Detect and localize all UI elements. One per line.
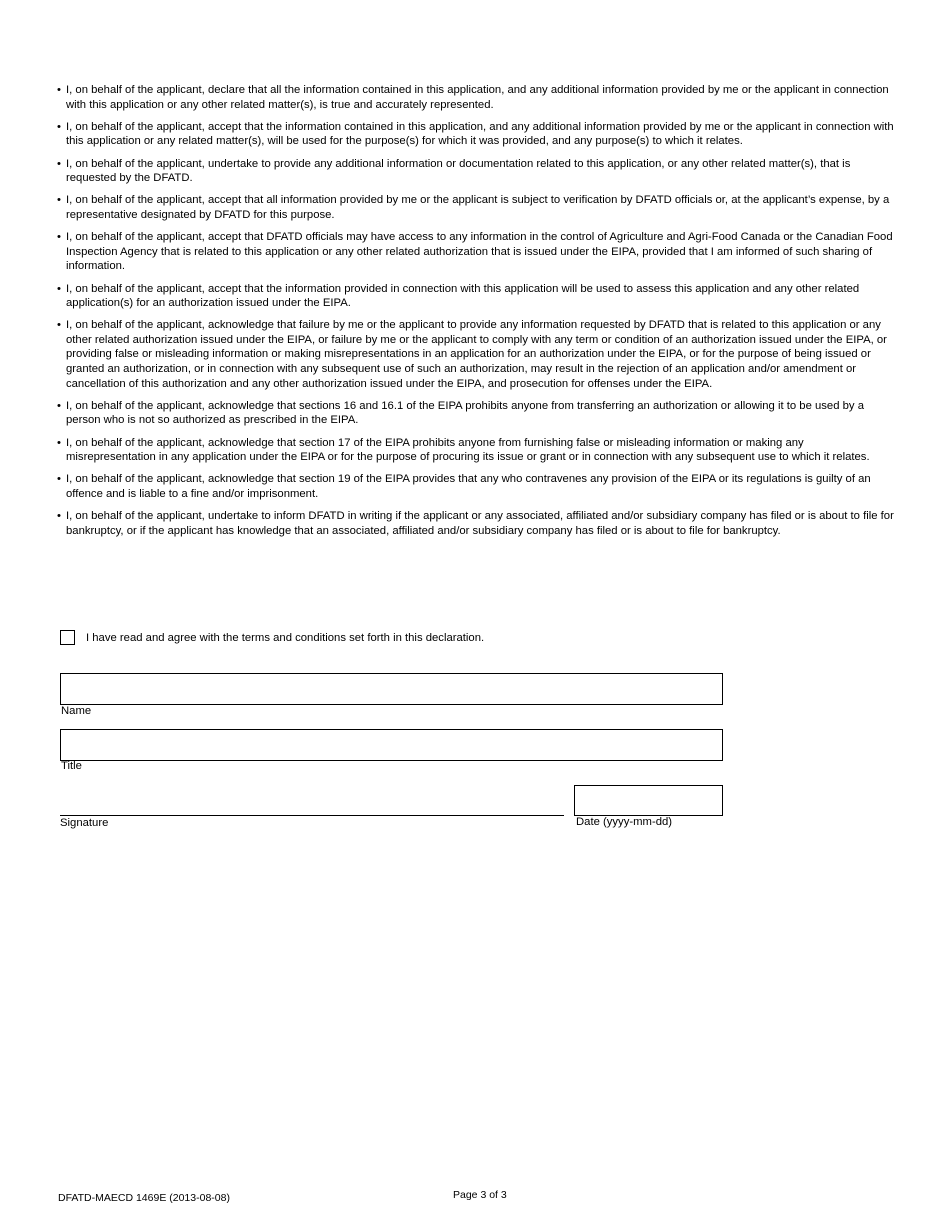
- signature-label: Signature: [60, 817, 109, 829]
- declaration-item: [57, 318, 894, 391]
- bullet: •: [57, 194, 61, 207]
- page-number: Page 3 of 3: [453, 1189, 507, 1201]
- declaration-text: I, on behalf of the applicant, acknowledge that section 17 of the EIPA prohibits anyone from furnishing false or misleading information or making any misrepresentation in any application under the EIPA or for the purpose of procuring its issue or grant or in connection with any subsequent use to which it relates.: [66, 436, 870, 464]
- form-identifier: DFATD-MAECD 1469E (2013-08-08): [58, 1192, 230, 1204]
- declaration-item: [57, 193, 894, 222]
- declaration-text: I, on behalf of the applicant, accept that the information contained in this application, and any additional information provided by me or the applicant in connection with this application or any related matter(s), will be used for the purpose(s) for which it was provided, and any purpose(s) to which it relates.: [66, 120, 894, 148]
- bullet: •: [57, 319, 61, 332]
- signature-line[interactable]: [60, 815, 564, 816]
- declaration-item: [57, 120, 894, 149]
- declaration-text: I, on behalf of the applicant, accept that DFATD officials may have access to any information in the control of Agriculture and Agri-Food Canada or the Canadian Food Inspection Agency that is related to this application or any other related authorization that is issued under the EIPA, provided that I am informed of such sharing of information.: [66, 231, 893, 273]
- declaration-list: [57, 83, 894, 546]
- title-input[interactable]: [60, 729, 723, 761]
- declaration-item: [57, 83, 894, 112]
- agree-label: I have read and agree with the terms and conditions set forth in this declaration.: [86, 631, 485, 644]
- name-input[interactable]: [60, 673, 723, 705]
- declaration-item: [57, 230, 894, 274]
- bullet: •: [57, 120, 61, 133]
- bullet: •: [57, 282, 61, 295]
- declaration-text: I, on behalf of the applicant, accept that the information provided in connection with this application will be used to assess this application and any other related application(s) for an authorization issued under the EIPA.: [66, 282, 860, 310]
- declaration-text: I, on behalf of the applicant, undertake to inform DFATD in writing if the applicant or any associated, affiliated and/or subsidiary company has filed or is about to file for bankruptcy, or if the applicant has knowledge that an associated, affiliated and/or subsidiary company has filed or is about to file for bankruptcy.: [66, 510, 894, 537]
- bullet: •: [57, 231, 61, 244]
- bullet: •: [57, 510, 61, 523]
- declaration-item: [57, 472, 894, 501]
- bullet: •: [57, 473, 61, 486]
- date-input[interactable]: [574, 785, 723, 816]
- name-label: Name: [61, 705, 92, 717]
- declaration-text: I, on behalf of the applicant, acknowledge that sections 16 and 16.1 of the EIPA prohibits anyone from transferring an authorization or allowing it to be used by a person who is not so authorized as prescribed in the EIPA.: [66, 399, 864, 427]
- bullet: •: [57, 157, 61, 170]
- declaration-text: I, on behalf of the applicant, accept that all information provided by me or the applicant is subject to verification by DFATD officials or, at the applicant’s expense, by a representative designated by DFATD for this purpose.: [66, 194, 890, 221]
- bullet: •: [57, 399, 61, 412]
- declaration-item: [57, 509, 894, 538]
- bullet: •: [57, 84, 61, 96]
- date-label: Date (yyyy-mm-dd): [576, 816, 673, 828]
- declaration-item: [57, 436, 894, 465]
- agree-checkbox[interactable]: [60, 630, 75, 645]
- declaration-item: [57, 282, 894, 311]
- declaration-text: I, on behalf of the applicant, declare that all the information contained in this application, and any additional information provided by me or the applicant in connection with this application or any other related matter(s), is true and accurately represented.: [66, 84, 889, 111]
- declaration-text: I, on behalf of the applicant, undertake to provide any additional information or documentation related to this application, or any other related matter(s), that is requested by the DFATD.: [66, 157, 851, 185]
- declaration-text: I, on behalf of the applicant, acknowledge that section 19 of the EIPA provides that any who contravenes any provision of the EIPA or its regulations is guilty of an offence and is liable to a fine and/or imprisonment.: [66, 473, 871, 500]
- declaration-text: I, on behalf of the applicant, acknowledge that failure by me or the applicant to provide any information requested by DFATD that is related to this application or any other related authorization issued under the EIPA, or failure by me or the applicant to comply with any term or condition of an authorization issued under the EIPA, or providing false or misleading information or making misrepresentations in an application for an authorization under the EIPA, or for the purpose of being issued or granted an authorization, or in connection with any subsequent use of such an authorization, may result in the rejection of an application and/or amendment or cancellation of this authorization and any other authorization issued under the EIPA, and prosecution for offenses under the EIPA.: [66, 319, 887, 390]
- title-label: Title: [61, 760, 82, 772]
- declaration-item: [57, 399, 894, 428]
- declaration-item: [57, 157, 894, 186]
- bullet: •: [57, 436, 61, 449]
- agreement-row: [60, 630, 484, 645]
